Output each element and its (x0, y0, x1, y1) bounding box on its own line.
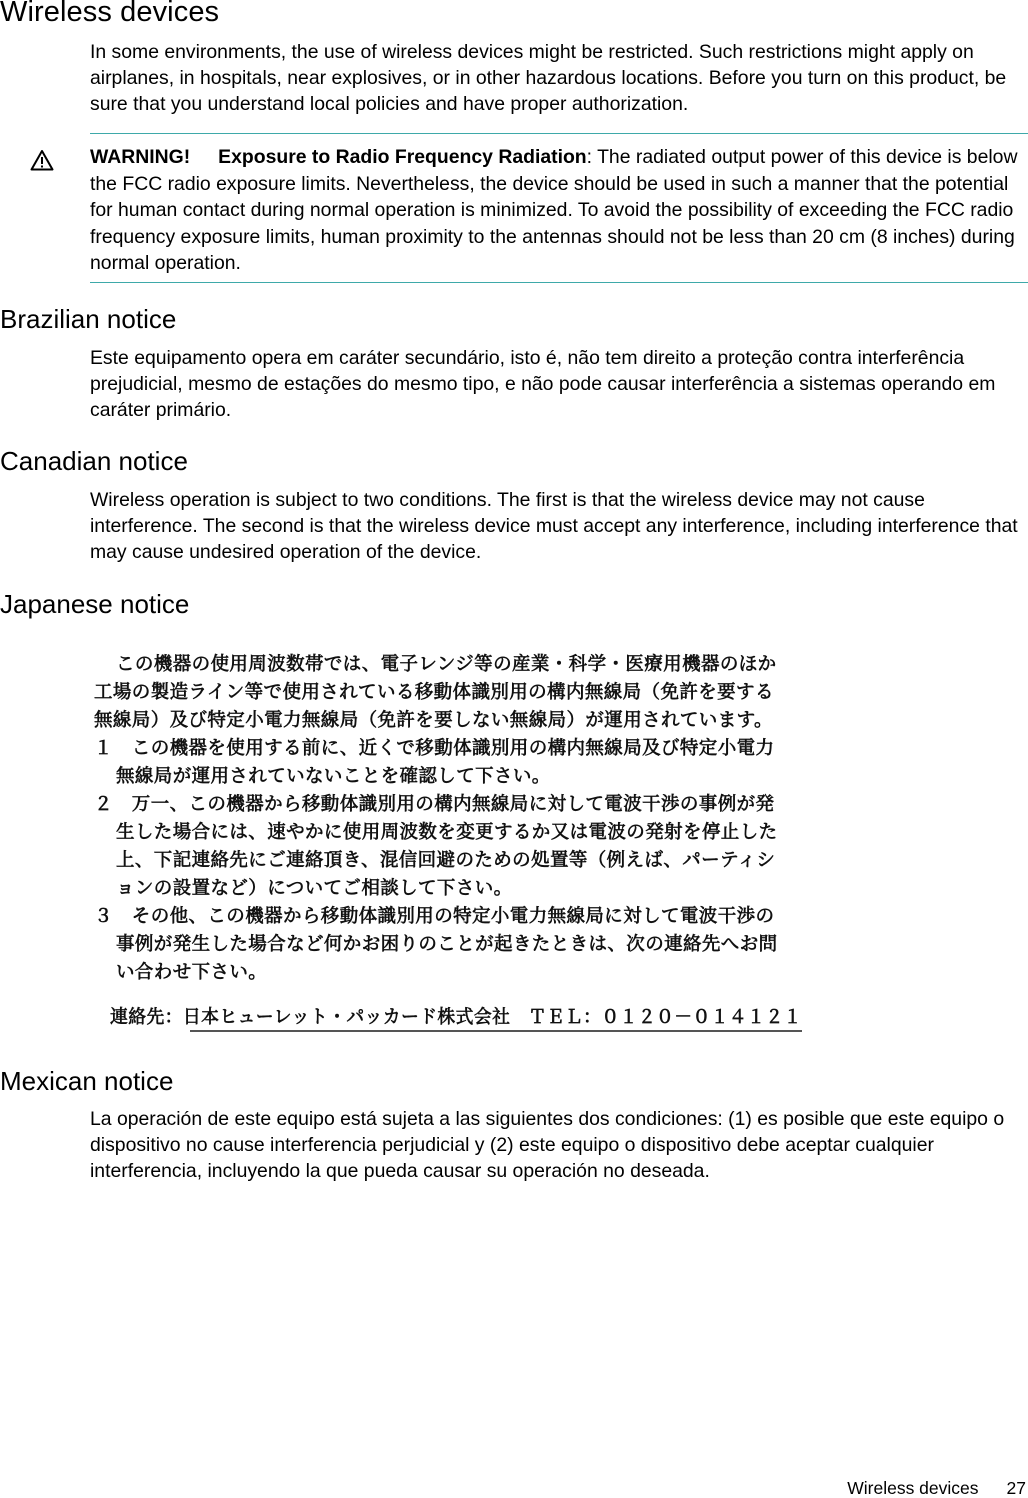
japanese-notice-line: 生した場合には、速やかに使用周波数を変更するか又は電波の発射を停止した (116, 822, 778, 843)
japanese-notice-line: ２ 万一、この機器から移動体識別用の構内無線局に対して電波干渉の事例が発 (94, 794, 775, 815)
japanese-notice-image (92, 648, 806, 1032)
warning-body: : The radiated output power of this device is below the FCC radio exposure limits. Nevertheless, the device should be used in such a manner that the potential for human contact during normal operation is minimized. To avoid the possibility of exceeding the FCC radio frequency exposure limits, human proximity to the antennas should not be less than 20 cm (8 inches) during normal operation. (90, 146, 1018, 274)
page-number: 27 (1006, 1478, 1026, 1498)
warning-triangle-icon (30, 149, 54, 171)
warning-callout (90, 144, 1028, 277)
japanese-notice-line: ３ その他、この機器から移動体識別用の特定小電力無線局に対して電波干渉の (94, 906, 775, 927)
canadian-notice-paragraph: Wireless operation is subject to two conditions. The first is that the wireless device may not cause interference. The second is that the wireless device must accept any interference, including interference that may cause undesired operation of the device. (90, 489, 1018, 563)
japanese-notice-line: い合わせ下さい。 (116, 962, 268, 983)
japanese-notice-contact: 連絡先：日本ヒューレット・パッカード株式会社 ＴＥＬ：０１２０－０１４１２１ (110, 1007, 802, 1028)
japanese-notice-line: 無線局）及び特定小電力無線局（免許を要しない無線局）が運用されています。 (94, 710, 773, 731)
japanese-notice-line: この機器の使用周波数帯では、電子レンジ等の産業・科学・医療用機器のほか (116, 654, 777, 675)
warning-label: WARNING! (90, 146, 191, 168)
mexican-notice-paragraph: La operación de este equipo está sujeta a las siguientes dos condiciones: (1) es posible que este equipo o dispositivo no cause interferencia perjudicial y (2) este equipo o dispositivo debe aceptar cualquier interferencia, incluyendo la que pueda causar su operación no deseada. (90, 1108, 1005, 1182)
japanese-notice-line: ョンの設置など）についてご相談して下さい。 (116, 878, 513, 899)
warning-bottom-rule (90, 282, 1028, 283)
footer-section-name: Wireless devices (847, 1478, 979, 1498)
section-heading-wireless-devices: Wireless devices (0, 0, 220, 28)
warning-title: Exposure to Radio Frequency Radiation (218, 146, 587, 168)
japanese-notice-line: 事例が発生した場合など何かお困りのことが起きたときは、次の連絡先へお問 (116, 934, 778, 955)
section-heading-canadian-notice: Canadian notice (0, 446, 188, 476)
section-heading-japanese-notice: Japanese notice (0, 589, 190, 619)
wireless-devices-paragraph: In some environments, the use of wireless devices might be restricted. Such restrictions might apply on airplanes, in hospitals, near explosives, or in other hazardous locations. Before you turn on this product, be sure that you understand local policies and have proper authorization. (90, 41, 1007, 115)
section-heading-brazilian-notice: Brazilian notice (0, 304, 177, 334)
warning-top-rule (90, 133, 1028, 134)
japanese-notice-line: 上、下記連絡先にご連絡頂き、混信回避のための処置等（例えば、パーティシ (116, 850, 776, 871)
page-footer (847, 1478, 1028, 1498)
japanese-notice-line: １ この機器を使用する前に、近くで移動体識別用の構内無線局及び特定小電力 (94, 738, 775, 759)
japanese-contact-underline (190, 1030, 802, 1032)
section-heading-mexican-notice: Mexican notice (0, 1066, 174, 1096)
brazilian-notice-paragraph: Este equipamento opera em caráter secundário, isto é, não tem direito a proteção contra interferência prejudicial, mesmo de estações do mesmo tipo, e não pode causar interferência a sistemas operando em caráter primário. (90, 347, 996, 421)
japanese-notice-line: 工場の製造ライン等で使用されている移動体識別用の構内無線局（免許を要する (94, 682, 774, 703)
japanese-notice-line: 無線局が運用されていないことを確認して下さい。 (116, 766, 551, 787)
